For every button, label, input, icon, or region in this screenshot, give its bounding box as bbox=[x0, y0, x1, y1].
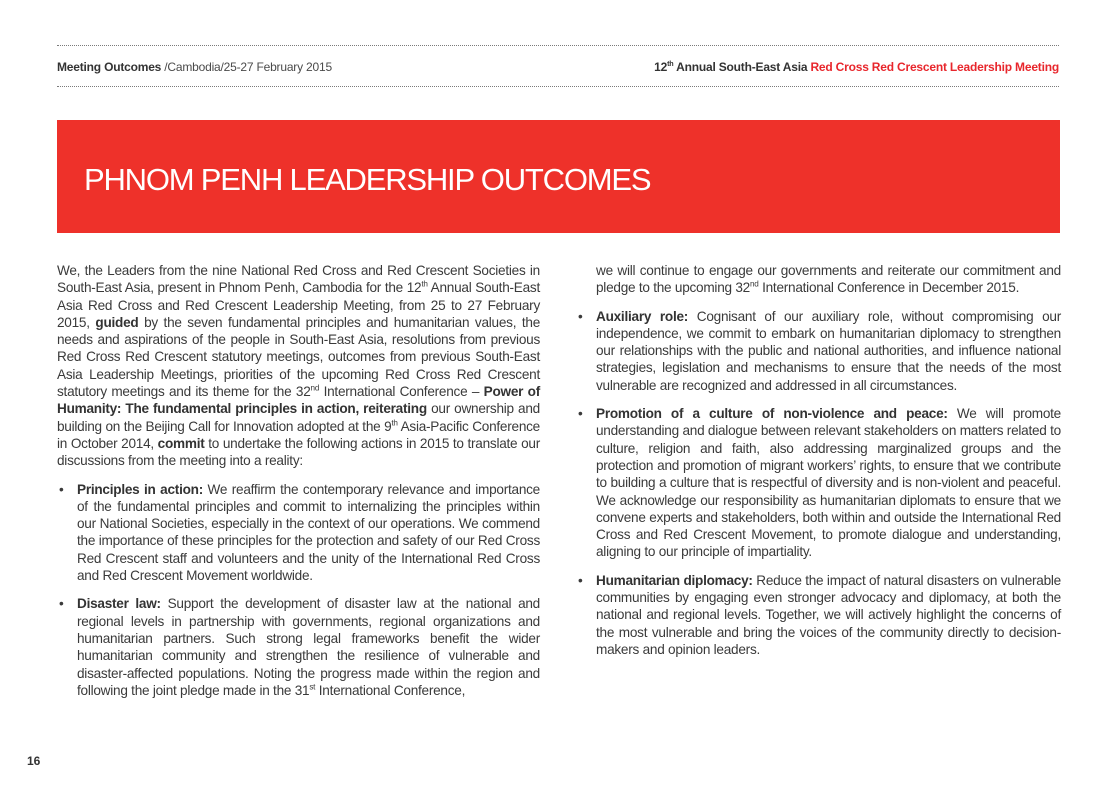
header-meeting-name: Annual South-East Asia bbox=[673, 60, 811, 74]
intro-text-4: International Conference – bbox=[319, 384, 484, 400]
bullet-text-cont: International Conference, bbox=[315, 682, 466, 698]
bullet-text: Reduce the impact of natural disasters on vulnerable communities by engaging even stronger advocacy and diplomacy, at both the national and regional levels. Together, we will actively highlight the concerns of the most vulnerable and bring the voices of the community directly to decision-makers and opinion leaders. bbox=[596, 572, 1061, 657]
bullet-dot-icon: • bbox=[59, 481, 64, 497]
intro-text-5: our ownership and building on the Beijing Call for Innovation adopted at the 9 bbox=[57, 401, 540, 434]
header-meeting-number-suffix: th bbox=[667, 59, 674, 68]
bullet-auxiliary-role bbox=[576, 308, 1061, 394]
intro-sup-3: th bbox=[391, 418, 398, 428]
disaster-law-continuation bbox=[576, 262, 1061, 297]
intro-text-1: We, the Leaders from the nine National Red Cross and Red Crescent Societies in South-East Asia, present in Phnom Penh, Cambodia for the 12 bbox=[57, 263, 540, 296]
bullet-dot-icon: • bbox=[578, 406, 583, 422]
intro-text-2: Annual South-East Asia Red Cross and Red Crescent Leadership Meeting, from 25 to 27 February 2015, bbox=[57, 280, 540, 330]
header-meeting-number: 12 bbox=[654, 60, 668, 74]
bullet-humanitarian-diplomacy bbox=[576, 572, 1061, 658]
bullet-text: Support the development of disaster law at the national and regional levels in partnership with governments, regional organizations and humanitarian partners. Such strong legal frameworks benefit the wider humanitarian community and strengthen the resilience of vulnerable and disaster-affected populations. Noting the progress made within the region and following the joint pledge made in the 31 bbox=[77, 596, 540, 698]
header-meeting-title bbox=[654, 60, 1059, 74]
bullet-dot-icon: • bbox=[578, 572, 583, 588]
bullet-title: Humanitarian diplomacy: bbox=[596, 572, 753, 588]
intro-text-3: by the seven fundamental principles and humanitarian values, the needs and aspirations of the people in South-East Asia, resolutions from previous Red Cross Red Crescent statutory meetings, outcomes from previous South-East Asia Leadership Meetings, priorities of the upcoming Red Cross Red Crescent statutory meetings and its theme for the 32 bbox=[57, 314, 541, 400]
intro-sup-1: th bbox=[421, 279, 428, 289]
bullet-non-violence bbox=[576, 405, 1061, 561]
header-location-date: /Cambodia/25-27 February 2015 bbox=[161, 60, 332, 74]
left-column bbox=[57, 262, 540, 710]
intro-bold-commit: commit bbox=[157, 435, 205, 451]
bullet-title: Principles in action: bbox=[77, 481, 203, 497]
intro-paragraph bbox=[57, 262, 540, 470]
bullet-dot-icon: • bbox=[59, 596, 64, 612]
intro-text-6: Asia-Pacific Conference in October 2014, bbox=[57, 418, 540, 451]
bullet-text: We will promote understanding and dialogue between relevant stakeholders on matters related to culture, religion and faith, also addressing marginalized groups and the protection and promotion of migrant workers’ rights, to ensure that we contribute to building a culture that is respectful of diversity and is non-violent and peaceful. We acknowledge our responsibility as humanitarian diplomats to ensure that we convene experts and stakeholders, both within and outside the International Red Cross and Red Crescent Movement, to promote dialogue and understanding, aligning to our principle of impartiality. bbox=[596, 406, 1061, 560]
continuation-text-2: International Conference in December 2015. bbox=[758, 280, 1020, 296]
bullet-title: Disaster law: bbox=[77, 596, 161, 612]
continuation-sup: nd bbox=[749, 279, 759, 289]
header-top-rule bbox=[57, 45, 1059, 46]
intro-text-7: to undertake the following actions in 2015 to translate our discussions from the meeting into a reality: bbox=[57, 435, 540, 469]
page-title: PHNOM PENH LEADERSHIP OUTCOMES bbox=[84, 162, 651, 197]
intro-bold-guided: guided bbox=[95, 314, 139, 330]
intro-sup-2: nd bbox=[310, 383, 320, 393]
page-number: 16 bbox=[27, 754, 41, 768]
bullet-sup: st bbox=[309, 682, 316, 692]
title-banner bbox=[57, 120, 1060, 233]
header-breadcrumb bbox=[57, 60, 332, 74]
bullet-text: We reaffirm the contemporary relevance and importance of the fundamental principles and commit to internalizing the principles within our National Societies, especially in the context of our operations. We commend the importance of these principles for the protection and safety of our Red Cross Red Crescent staff and volunteers and the unity of the International Red Cross and Red Crescent Movement worldwide. bbox=[77, 481, 540, 584]
intro-bold-theme: Power of Humanity: The fundamental principles in action, reiterating bbox=[57, 384, 541, 417]
header-bottom-rule bbox=[57, 86, 1059, 87]
bullet-principles-in-action bbox=[57, 481, 540, 585]
bullet-text: Cognisant of our auxiliary role, without compromising our independence, we commit to embark on humanitarian diplomacy to strengthen our relationships with the public and national authorities, and influence national strategies, legislation and mechanisms to ensure that the needs of the most vulnerable are recognized and addressed in all circumstances. bbox=[596, 308, 1061, 393]
bullet-title: Promotion of a culture of non-violence and peace: bbox=[596, 406, 948, 422]
bullet-disaster-law bbox=[57, 595, 540, 699]
right-column bbox=[576, 262, 1061, 669]
bullet-dot-icon: • bbox=[578, 308, 583, 324]
header-section-title: Meeting Outcomes bbox=[57, 60, 162, 74]
continuation-text-1: we will continue to engage our governments and reiterate our commitment and pledge to the upcoming 32 bbox=[596, 263, 1061, 296]
bullet-title: Auxiliary role: bbox=[596, 308, 689, 324]
header-meeting-name-highlight: Red Cross Red Crescent Leadership Meeting bbox=[810, 60, 1059, 74]
